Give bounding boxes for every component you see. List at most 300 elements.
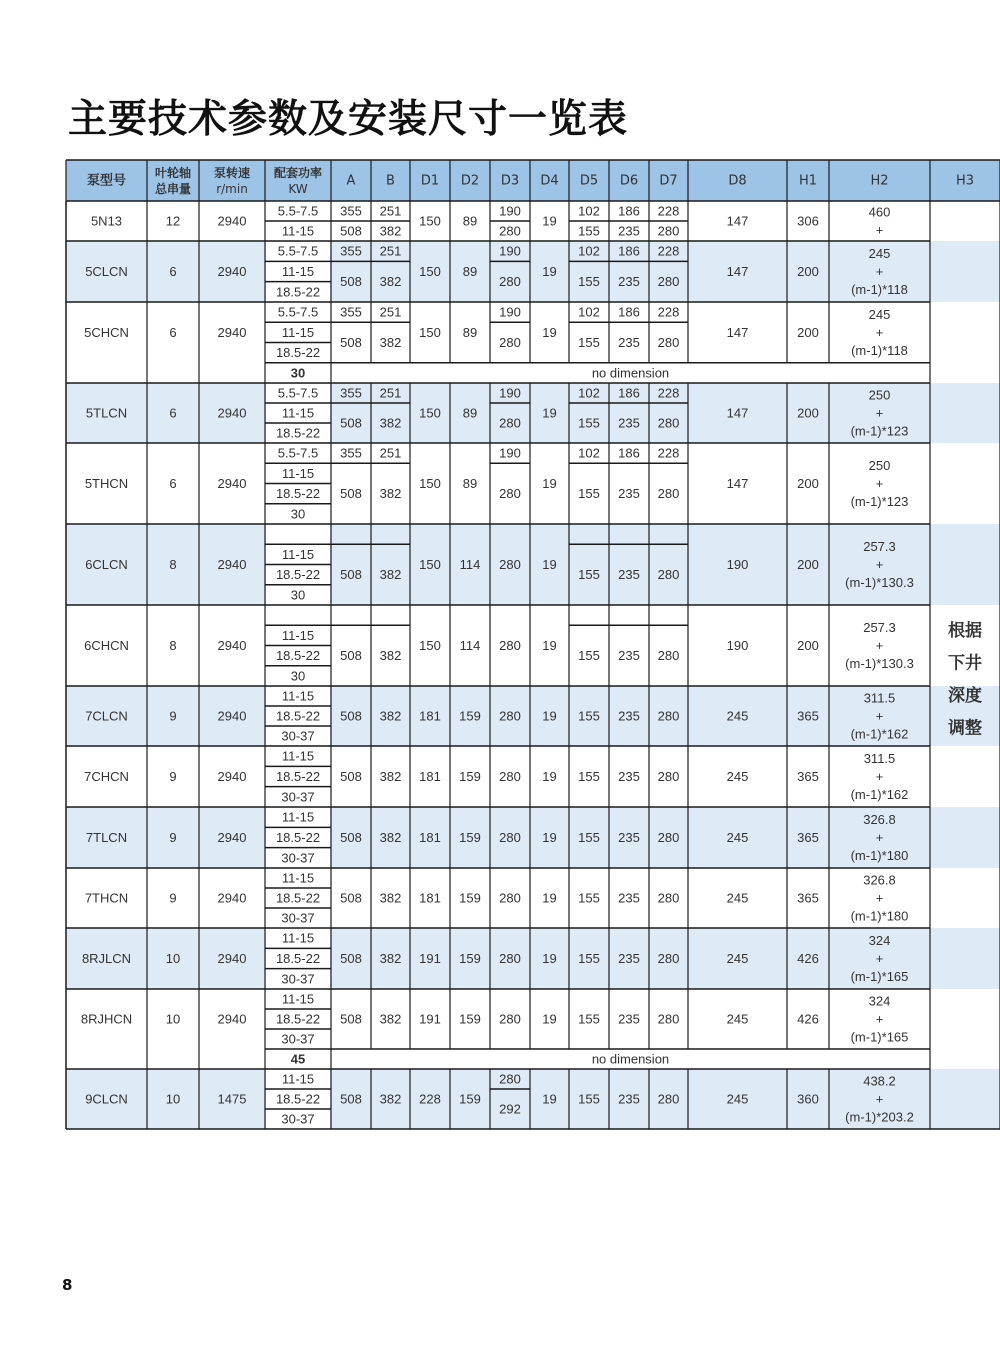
header-d4: D4 (540, 173, 559, 189)
stage-count: 10 (165, 1091, 181, 1107)
a-value-bottom: 508 (340, 335, 362, 350)
b-value-top: 251 (379, 243, 402, 259)
stage-count: 9 (169, 830, 177, 845)
d8-value: 245 (726, 1011, 749, 1027)
h1-value: 426 (797, 1011, 819, 1027)
h2-formula-line: (m-1)*162 (850, 787, 909, 802)
stage-count: 8 (169, 638, 177, 653)
d3-value-bottom: 280 (499, 486, 521, 502)
b-value-top: 251 (379, 445, 402, 461)
h2-formula-line: (m-1)*165 (850, 969, 909, 984)
d1-value: 150 (419, 405, 441, 421)
power-range: 18.5-22 (275, 951, 321, 966)
d1-value: 191 (419, 1011, 441, 1027)
power-range-extra: 30 (290, 365, 306, 381)
d4-value: 19 (542, 324, 557, 340)
h2-formula-line: 438.2 (863, 1073, 896, 1089)
model-name: 5TLCN (85, 405, 128, 421)
d1-value: 150 (419, 324, 441, 340)
pump-speed: 2940 (217, 405, 247, 421)
pump-speed: 2940 (217, 557, 247, 572)
d5-value-top: 102 (578, 243, 600, 259)
pump-speed: 2940 (217, 769, 247, 784)
d5-value-top: 102 (578, 304, 600, 320)
d3-value: 280 (499, 769, 521, 784)
a-value-bottom: 508 (340, 415, 362, 431)
d6-value-bottom: 235 (618, 567, 640, 583)
h2-formula-line: (m-1)*118 (851, 282, 908, 297)
b-value-top: 251 (379, 385, 402, 401)
d5-value: 155 (578, 708, 600, 724)
d2-value: 89 (462, 405, 478, 421)
b-value: 382 (379, 1011, 402, 1027)
header-stages-line2: 总串量 (154, 182, 192, 196)
d1-value: 150 (419, 476, 441, 491)
h2-formula-line: 257.3 (863, 620, 896, 635)
header-a: A (346, 173, 356, 189)
stage-count: 9 (169, 708, 177, 724)
header-power-line1: 配套功率 (273, 166, 323, 180)
h1-value: 200 (797, 638, 819, 653)
power-range-extra: 45 (290, 1051, 306, 1067)
d3-value: 280 (499, 890, 521, 906)
d4-value: 19 (542, 557, 557, 572)
model-name: 6CLCN (85, 557, 128, 572)
power-range: 5.5-7.5 (277, 445, 319, 461)
d6-value: 235 (618, 951, 640, 966)
d1-value: 181 (419, 890, 441, 906)
d8-value: 190 (726, 557, 749, 572)
power-range: 30 (290, 506, 306, 522)
h2-formula-line: + (875, 638, 884, 653)
d3-value-top: 190 (499, 203, 521, 219)
h2-formula-line: (m-1)*165 (850, 1029, 909, 1045)
h1-value: 200 (797, 476, 819, 491)
h2-formula-line: 460 (868, 204, 891, 220)
pump-speed: 2940 (217, 264, 247, 279)
h1-value: 365 (797, 830, 819, 845)
d8-value: 147 (726, 264, 749, 279)
power-range: 11-15 (281, 465, 315, 481)
power-range: 30-37 (281, 789, 315, 805)
stage-count: 6 (169, 476, 177, 491)
stage-count: 10 (165, 951, 181, 966)
stage-count: 9 (169, 769, 177, 784)
d1-value: 150 (419, 557, 441, 572)
b-value-top: 251 (379, 203, 402, 219)
stage-count: 9 (169, 890, 177, 906)
d7-value-top: 228 (657, 203, 680, 219)
model-name: 7THCN (84, 890, 129, 906)
d2-value: 159 (459, 708, 481, 724)
d7-value: 280 (657, 890, 680, 906)
d2-value: 89 (462, 213, 478, 229)
d7-value-top: 228 (657, 445, 680, 461)
power-range: 11-15 (281, 324, 315, 340)
power-range: 11-15 (281, 991, 315, 1007)
model-name: 6CHCN (84, 638, 129, 653)
d4-value: 19 (542, 1091, 557, 1107)
d2-value: 159 (459, 769, 481, 784)
a-value-bottom: 508 (340, 648, 362, 664)
d5-value-top: 102 (578, 203, 600, 219)
d2-value: 89 (462, 476, 478, 491)
d1-value: 191 (419, 951, 441, 966)
d7-value: 280 (657, 830, 680, 845)
d8-value: 245 (726, 708, 749, 724)
d2-value: 159 (459, 1011, 481, 1027)
header-b: B (386, 173, 395, 189)
header-d1: D1 (420, 173, 440, 189)
stage-count: 6 (169, 264, 177, 279)
a-value-bottom: 508 (340, 486, 362, 502)
d4-value: 19 (542, 951, 557, 966)
d6-value-top: 186 (618, 385, 640, 401)
b-value: 382 (379, 951, 402, 966)
d6-value-bottom: 235 (618, 486, 640, 502)
power-range: 30 (290, 668, 306, 684)
d8-value: 245 (726, 890, 749, 906)
h2-formula-line: (m-1)*203.2 (845, 1109, 914, 1125)
d3-value-bottom: 280 (499, 223, 521, 239)
h2-formula-line: (m-1)*118 (851, 342, 908, 358)
pump-speed: 2940 (217, 638, 247, 653)
d7-value-bottom: 280 (657, 648, 680, 664)
d5-value-bottom: 155 (578, 567, 600, 583)
d5-value-top: 102 (578, 445, 600, 461)
d6-value-bottom: 235 (618, 274, 640, 290)
power-range: 18.5-22 (275, 708, 321, 724)
header-d7: D7 (659, 173, 678, 189)
d4-value: 19 (542, 708, 557, 724)
header-speed-line1: 泵转速 (213, 166, 251, 180)
no-dimension-note: no dimension (591, 365, 670, 381)
a-value: 508 (340, 1091, 362, 1107)
b-value-bottom: 382 (379, 335, 402, 350)
model-name: 5N13 (90, 213, 123, 229)
d1-value: 150 (419, 264, 441, 279)
d6-value: 235 (618, 1091, 640, 1107)
h2-formula-line: + (875, 951, 884, 966)
power-range: 11-15 (281, 546, 315, 562)
d7-value: 280 (657, 708, 680, 724)
d5-value-top: 102 (578, 385, 600, 401)
h2-formula-line: + (875, 405, 884, 421)
d8-value: 147 (726, 476, 749, 491)
h3-note-line: 调整 (948, 718, 982, 739)
power-range: 11-15 (281, 627, 315, 643)
h1-value: 426 (797, 951, 819, 966)
power-range: 18.5-22 (275, 1011, 321, 1027)
d2-value: 114 (459, 557, 481, 572)
power-range: 18.5-22 (275, 769, 321, 784)
power-range: 11-15 (281, 1071, 315, 1087)
d7-value-bottom: 280 (657, 486, 680, 502)
model-name: 7CLCN (85, 708, 128, 724)
pump-speed: 2940 (217, 476, 247, 491)
d6-value-top: 186 (618, 445, 640, 461)
power-range: 5.5-7.5 (277, 243, 319, 259)
d4-value: 19 (542, 405, 557, 421)
d7-value-top: 228 (657, 385, 680, 401)
power-range: 11-15 (281, 930, 315, 946)
power-range: 11-15 (281, 870, 315, 886)
power-range: 30-37 (281, 971, 315, 987)
no-dimension-note: no dimension (591, 1051, 670, 1067)
b-value-bottom: 382 (379, 486, 402, 502)
header-model: 泵型号 (86, 173, 127, 189)
power-range: 30 (290, 587, 306, 603)
d4-value: 19 (542, 769, 557, 784)
d1-value: 150 (419, 213, 441, 229)
power-range: 11-15 (281, 223, 315, 239)
d2-value: 159 (459, 1091, 481, 1107)
page-number: 8 (62, 1276, 73, 1294)
h2-formula-line: (m-1)*180 (850, 848, 909, 863)
d6-value: 235 (618, 1011, 640, 1027)
d3-value: 280 (499, 951, 521, 966)
d7-value: 280 (657, 1091, 680, 1107)
pump-speed: 2940 (217, 213, 247, 229)
d2-value: 89 (462, 324, 478, 340)
h1-value: 306 (797, 213, 819, 229)
power-range: 18.5-22 (275, 890, 321, 906)
a-value-bottom: 508 (340, 567, 362, 583)
h2-formula-line: (m-1)*180 (850, 908, 909, 924)
h2-formula-line: 245 (868, 246, 891, 261)
h2-formula-line: 311.5 (863, 690, 896, 706)
d3-value-top: 190 (499, 243, 521, 259)
a-value: 508 (340, 890, 362, 906)
d3-value-top: 280 (499, 1071, 521, 1087)
header-row-bg (66, 160, 1000, 201)
d6-value-bottom: 235 (618, 335, 640, 350)
h2-formula-line: (m-1)*123 (850, 494, 909, 509)
d3-value: 280 (499, 557, 521, 572)
a-value: 508 (340, 1011, 362, 1027)
d7-value: 280 (657, 1011, 680, 1027)
d7-value-bottom: 280 (657, 335, 680, 350)
power-range: 18.5-22 (275, 830, 321, 845)
b-value: 382 (379, 830, 402, 845)
d7-value-bottom: 280 (657, 567, 680, 583)
d1-value: 181 (419, 769, 441, 784)
d4-value: 19 (542, 213, 557, 229)
power-range: 11-15 (281, 405, 315, 421)
pump-speed: 2940 (217, 830, 247, 845)
d8-value: 245 (726, 830, 749, 845)
power-range: 5.5-7.5 (277, 203, 319, 219)
power-range: 18.5-22 (275, 1091, 321, 1107)
d6-value-top: 186 (618, 243, 640, 259)
a-value: 508 (340, 951, 362, 966)
d7-value-top: 228 (657, 304, 680, 320)
h2-formula-line: 311.5 (863, 751, 896, 766)
d3-value-bottom: 280 (499, 415, 521, 431)
power-range: 11-15 (281, 809, 315, 825)
d1-value: 181 (419, 830, 441, 845)
b-value-top: 251 (379, 304, 402, 320)
d6-value-bottom: 235 (618, 648, 640, 664)
h1-value: 360 (797, 1091, 819, 1107)
a-value-bottom: 508 (340, 223, 362, 239)
model-name: 5CLCN (85, 264, 128, 279)
d5-value-bottom: 155 (578, 223, 600, 239)
d5-value-bottom: 155 (578, 486, 600, 502)
h2-formula-line: + (875, 476, 884, 491)
d6-value: 235 (618, 708, 640, 724)
d2-value: 159 (459, 830, 481, 845)
d7-value-top: 228 (657, 243, 680, 259)
b-value: 382 (379, 1091, 402, 1107)
h3-note-line: 深度 (948, 686, 982, 706)
row-band-bg (66, 524, 1000, 605)
d3-value: 280 (499, 708, 521, 724)
header-power-line2: KW (288, 182, 308, 196)
h1-value: 200 (797, 405, 819, 421)
a-value-bottom: 508 (340, 274, 362, 290)
a-value-top: 355 (340, 304, 362, 320)
power-range: 30-37 (281, 850, 315, 866)
power-range: 30-37 (281, 1111, 315, 1127)
header-h1: H1 (798, 173, 818, 189)
b-value-bottom: 382 (379, 223, 402, 239)
h2-formula-line: + (875, 830, 884, 845)
a-value-top: 355 (340, 385, 362, 401)
b-value: 382 (379, 708, 402, 724)
h3-note-line: 下井 (948, 653, 982, 674)
d3-value-bottom: 280 (499, 335, 521, 350)
model-name: 5CHCN (84, 324, 129, 340)
page-title: 主要技术参数及安装尺寸一览表 (68, 97, 629, 142)
d7-value-bottom: 280 (657, 223, 680, 239)
d7-value-bottom: 280 (657, 274, 680, 290)
h2-formula-line: 250 (868, 387, 891, 403)
d2-value: 89 (462, 264, 478, 279)
h1-value: 365 (797, 890, 819, 906)
header-d8: D8 (728, 173, 747, 189)
stage-count: 6 (169, 405, 177, 421)
d6-value-bottom: 235 (618, 223, 640, 239)
h2-formula-line: (m-1)*123 (850, 423, 909, 439)
d8-value: 190 (726, 638, 749, 653)
d8-value: 147 (726, 324, 749, 340)
header-d3: D3 (500, 173, 520, 189)
d5-value: 155 (578, 890, 600, 906)
power-range: 30-37 (281, 910, 315, 926)
d5-value-bottom: 155 (578, 415, 600, 431)
h3-note-line: 根据 (948, 621, 982, 641)
pump-speed: 1475 (217, 1091, 247, 1107)
h2-formula-line: 326.8 (863, 872, 896, 888)
d6-value: 235 (618, 890, 640, 906)
h1-value: 365 (797, 769, 819, 784)
d5-value: 155 (578, 769, 600, 784)
d5-value: 155 (578, 951, 600, 966)
d8-value: 147 (726, 213, 749, 229)
d1-value: 150 (419, 638, 441, 653)
d3-value: 280 (499, 1011, 521, 1027)
stage-count: 10 (165, 1011, 181, 1027)
pump-speed: 2940 (217, 1011, 247, 1027)
d8-value: 147 (726, 405, 749, 421)
a-value-top: 355 (340, 445, 362, 461)
d6-value-bottom: 235 (618, 415, 640, 431)
model-name: 8RJHCN (80, 1011, 133, 1027)
h2-formula-line: 257.3 (863, 539, 896, 554)
d4-value: 19 (542, 638, 557, 653)
h2-formula-line: + (875, 769, 884, 784)
d7-value-bottom: 280 (657, 415, 680, 431)
h2-formula-line: + (875, 1011, 884, 1027)
power-range: 11-15 (281, 688, 315, 704)
d5-value: 155 (578, 1011, 600, 1027)
model-name: 5THCN (84, 476, 129, 491)
h2-formula-line: + (875, 708, 884, 724)
model-name: 7TLCN (85, 830, 128, 845)
d6-value: 235 (618, 769, 640, 784)
d2-value: 159 (459, 890, 481, 906)
b-value-bottom: 382 (379, 567, 402, 583)
power-range: 18.5-22 (275, 345, 321, 361)
header-d6: D6 (619, 173, 639, 189)
h2-formula-line: 324 (868, 933, 891, 948)
stage-count: 8 (169, 557, 177, 572)
a-value: 508 (340, 769, 362, 784)
d3-value: 280 (499, 830, 521, 845)
model-name: 9CLCN (85, 1091, 128, 1107)
h2-formula-line: (m-1)*162 (850, 726, 909, 742)
header-d5: D5 (579, 173, 599, 189)
power-range: 18.5-22 (275, 567, 321, 583)
a-value-top: 355 (340, 203, 362, 219)
d2-value: 114 (459, 638, 481, 653)
power-range: 11-15 (281, 264, 315, 279)
power-range: 18.5-22 (275, 425, 321, 441)
pump-speed: 2940 (217, 951, 247, 966)
power-range: 5.5-7.5 (277, 385, 319, 401)
a-value: 508 (340, 708, 362, 724)
power-range: 18.5-22 (275, 648, 321, 664)
h2-formula-line: + (875, 222, 884, 238)
h2-formula-line: (m-1)*130.3 (845, 656, 914, 671)
d6-value: 235 (618, 830, 640, 845)
pump-speed: 2940 (217, 890, 247, 906)
h2-formula-line: 326.8 (863, 812, 896, 827)
d5-value: 155 (578, 830, 600, 845)
d5-value-bottom: 155 (578, 274, 600, 290)
h2-formula-line: (m-1)*130.3 (845, 575, 914, 590)
header-stages-line1: 叶轮轴 (154, 166, 192, 180)
d3-value-top: 190 (499, 304, 521, 320)
d7-value: 280 (657, 769, 680, 784)
d8-value: 245 (726, 951, 749, 966)
d7-value: 280 (657, 951, 680, 966)
h2-formula-line: + (875, 557, 884, 572)
stage-count: 12 (165, 213, 181, 229)
d8-value: 245 (726, 769, 749, 784)
d4-value: 19 (542, 890, 557, 906)
h1-value: 200 (797, 557, 819, 572)
power-range: 30-37 (281, 728, 315, 744)
d4-value: 19 (542, 1011, 557, 1027)
d3-value: 280 (499, 638, 521, 653)
h2-formula-line: + (875, 324, 884, 340)
header-h2: H2 (870, 173, 889, 189)
b-value: 382 (379, 890, 402, 906)
d3-value-bottom: 292 (499, 1101, 521, 1117)
d3-value-top: 190 (499, 445, 521, 461)
